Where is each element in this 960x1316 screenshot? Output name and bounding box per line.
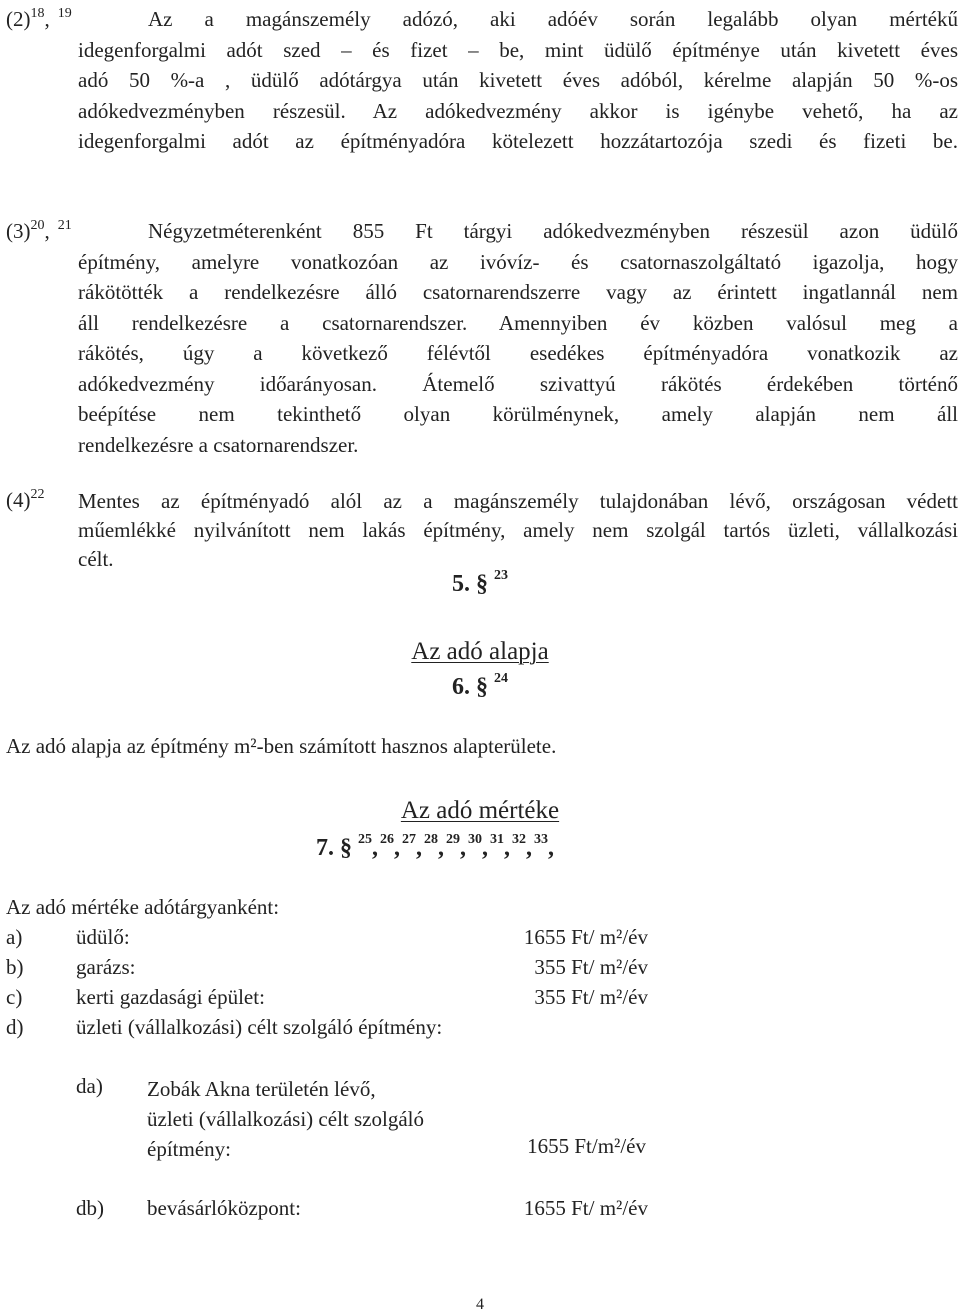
footnote-ref[interactable]: 23 — [494, 568, 508, 583]
item-label: kerti gazdasági épület: — [76, 985, 265, 1009]
text-line: műemlékké nyilvánított nem lakás építmény, amely nem szolgál tartós üzleti, vállalkozási — [78, 518, 958, 542]
item-value: 355 Ft/ m²/év — [534, 985, 648, 1009]
list-item — [6, 955, 24, 980]
separator: , — [438, 835, 444, 861]
footnote-ref[interactable]: 25 — [358, 832, 372, 847]
paragraph-2-text — [78, 4, 958, 157]
text-line: célt. — [78, 547, 114, 571]
subitem-letter: db) — [76, 1196, 104, 1220]
tax-base-text: Az adó alapja az építmény m²-ben számított hasznos alapterülete. — [6, 734, 557, 758]
text-line: adó 50 %-a , üdülő adótárgya után kivetett éves adóból, kérelme alapján 50 %-os — [78, 68, 958, 92]
footnote-ref[interactable]: 22 — [30, 487, 45, 502]
paragraph-4-label — [6, 487, 45, 513]
separator: , — [44, 219, 50, 243]
footnote-ref[interactable]: 28 — [424, 832, 438, 847]
text-line: építmény, amelyre vonatkozóan az ivóvíz- és csatornaszolgáltató igazolja, hogy — [78, 249, 958, 274]
footnote-ref[interactable]: 24 — [494, 671, 508, 686]
paragraph-number: (2) — [6, 7, 31, 31]
separator: , — [482, 835, 488, 861]
page-number: 4 — [476, 1296, 484, 1313]
subitem-da-text — [147, 1074, 424, 1164]
item-letter: b) — [6, 955, 24, 979]
separator: , — [526, 835, 532, 861]
section-5-heading — [0, 568, 960, 598]
subitem-value: 1655 Ft/m²/év — [527, 1134, 646, 1158]
separator: , — [372, 835, 378, 861]
text-line: adókedvezményben részesül. Az adókedvezmény akkor is igénybe vehető, ha az — [78, 98, 958, 123]
footnote-ref[interactable]: 29 — [446, 832, 460, 847]
footnote-ref[interactable]: 26 — [380, 832, 394, 847]
list-item — [6, 925, 22, 950]
heading-text: Az adó alapja — [411, 638, 549, 665]
paragraph-4-text — [78, 487, 958, 574]
section-symbol: § — [476, 674, 488, 700]
rate-intro: Az adó mértéke adótárgyanként: — [6, 895, 280, 919]
text-line: Az a magánszemély adózó, aki adóév során legalább olyan mértékű — [148, 7, 958, 31]
heading-tax-base — [0, 638, 960, 666]
separator: , — [394, 835, 400, 861]
text-line: idegenforgalmi adót szed – és fizet – be, mint üdülő építménye után kivetett éves — [78, 37, 958, 62]
separator: , — [460, 835, 466, 861]
item-value: 355 Ft/ m²/év — [534, 955, 648, 979]
paragraph-number: (3) — [6, 219, 31, 243]
paragraph-3-label — [6, 218, 72, 244]
list-item — [6, 1015, 24, 1040]
text-line: üzleti (vállalkozási) célt szolgáló — [147, 1107, 424, 1131]
item-letter: d) — [6, 1015, 24, 1039]
footnote-ref[interactable]: 31 — [490, 832, 504, 847]
text-line: rákötötték a rendelkezésre álló csatornarendszerre vagy az érintett ingatlannál nem — [78, 280, 958, 304]
subitem-value: 1655 Ft/ m²/év — [523, 1196, 648, 1220]
text-line: adókedvezmény időarányosan. Átemelő szivattyú rákötés érdekében történő — [78, 371, 958, 396]
section-6-heading — [0, 671, 960, 701]
text-line: építmény: — [147, 1137, 231, 1161]
footnote-ref[interactable]: 30 — [468, 832, 482, 847]
text-line: beépítése nem tekinthető olyan körülménynek, amely alapján nem áll — [78, 402, 958, 426]
separator: , — [44, 7, 50, 31]
footnote-ref[interactable]: 21 — [57, 218, 72, 233]
subitem-letter: da) — [76, 1074, 103, 1098]
list-item — [6, 985, 22, 1010]
text-line: Mentes az építményadó alól az a magánszemély tulajdonában lévő, országosan védett — [78, 489, 958, 513]
text-line: rendelkezésre a csatornarendszer. — [78, 432, 359, 457]
item-letter: a) — [6, 925, 23, 949]
footnote-ref[interactable]: 19 — [57, 6, 72, 21]
text-line: rákötés, úgy a következő félévtől esedékes építményadóra vonatkozik az — [78, 341, 958, 365]
text-line: idegenforgalmi adót az építményadóra kötelezett hozzátartozója szedi és fizeti be. — [78, 129, 958, 153]
text-line: áll rendelkezésre a csatornarendszer. Amennyiben év közben valósul meg a — [78, 310, 958, 335]
footnote-ref[interactable]: 32 — [512, 832, 526, 847]
heading-tax-rate — [0, 797, 960, 825]
separator: , — [416, 835, 422, 861]
heading-text: Az adó mértéke — [400, 797, 560, 824]
section-7-heading — [316, 832, 554, 862]
item-label: üdülő: — [76, 925, 130, 949]
paragraph-3-text — [78, 216, 958, 460]
item-label: üzleti (vállalkozási) célt szolgáló építmény: — [76, 1015, 443, 1039]
subitem-label: bevásárlóközpont: — [147, 1196, 301, 1220]
footnote-ref[interactable]: 20 — [30, 218, 45, 233]
footnote-ref[interactable]: 33 — [534, 832, 548, 847]
item-label: garázs: — [76, 955, 136, 979]
section-number: 7. — [316, 835, 334, 861]
paragraph-2-label — [6, 6, 72, 32]
item-letter: c) — [6, 985, 23, 1009]
text-line: Négyzetméterenként 855 Ft tárgyi adókedvezményben részesül azon üdülő — [148, 219, 958, 243]
section-symbol: § — [476, 571, 488, 597]
footnote-ref-list — [352, 832, 554, 861]
footnote-ref[interactable]: 27 — [402, 832, 416, 847]
item-value: 1655 Ft/ m²/év — [523, 925, 648, 949]
paragraph-number: (4) — [6, 488, 31, 512]
section-number: 5. — [452, 571, 470, 597]
separator: , — [548, 835, 554, 861]
section-number: 6. — [452, 674, 470, 700]
section-symbol: § — [340, 835, 352, 861]
footnote-ref[interactable]: 18 — [30, 6, 45, 21]
text-line: Zobák Akna területén lévő, — [147, 1077, 376, 1101]
separator: , — [504, 835, 510, 861]
